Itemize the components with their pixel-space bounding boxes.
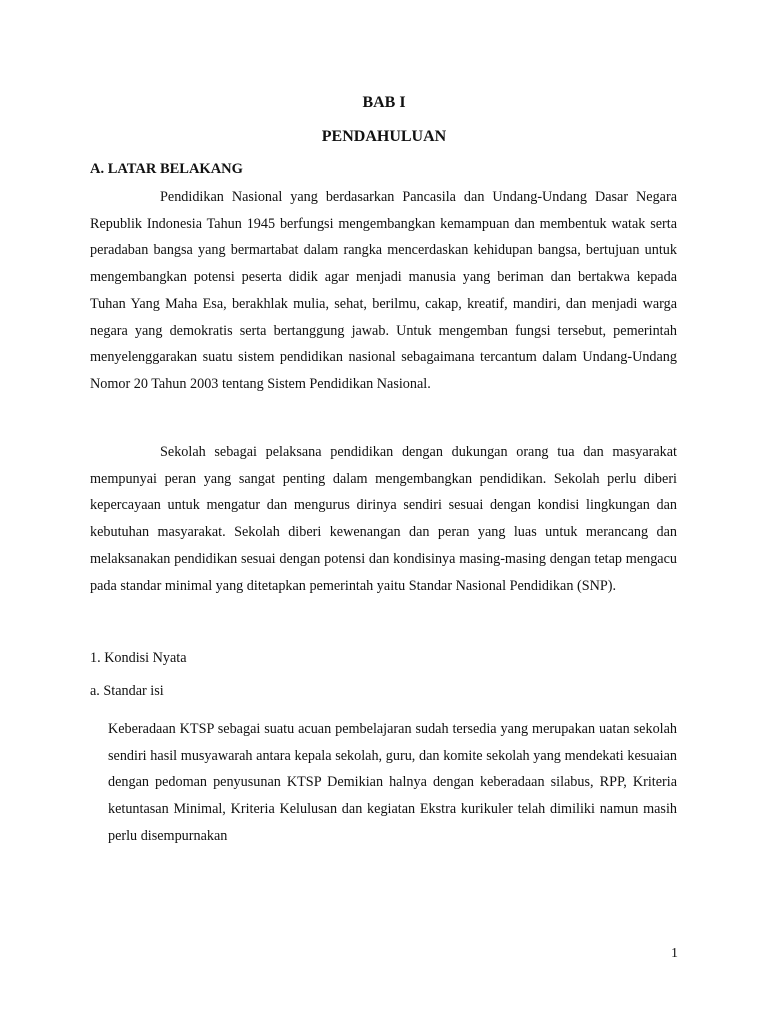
standard-paragraph: Keberadaan KTSP sebagai suatu acuan pembelajaran sudah tersedia yang merupakan uatan sekolah sendiri hasil musyawarah antara kepala sekolah, guru, dan komite sekolah yang mendekati kesuaian dengan pedoman penyusunan KTSP Demikian halnya dengan keberadaan silabus, RPP, Kriteria ketuntasan Minimal, Kriteria Kelulusan dan kegiatan Ekstra kurikuler telah dimiliki namun masih perlu disempurnakan <box>108 721 677 844</box>
background-paragraph-2: Sekolah sebagai pelaksana pendidikan dengan dukungan orang tua dan masyarakat mempunyai peran yang sangat penting dalam mengembangkan pendidikan. Sekolah perlu diberi kepercayaan untuk mengatur dan mengurus dirinya sendiri sesuai dengan kondisi lingkungan dan kebutuhan masyarakat. Sekolah diberi kewenangan dan peran yang luas untuk merancang dan melaksanakan pendidikan sesuai dengan potensi dan kondisinya masing-masing dengan tetap mengacu pada standar minimal yang ditetapkan pemerintah yaitu Standar Nasional Pendidikan (SNP). <box>90 444 677 594</box>
background-paragraph-1: Pendidikan Nasional yang berdasarkan Pancasila dan Undang-Undang Dasar Negara Republik Indonesia Tahun 1945 berfungsi mengembangkan kemampuan dan membentuk watak serta peradaban bangsa yang bermartabat dalam rangka mencerdaskan kehidupan bangsa, bertujuan untuk mengembangkan potensi peserta didik agar menjadi manusia yang beriman dan bertakwa kepada Tuhan Yang Maha Esa, berakhlak mulia, sehat, berilmu, cakap, kreatif, mandiri, dan menjadi warga negara yang demokratis serta bertanggung jawab. Untuk mengemban fungsi tersebut, pemerintah menyelenggarakan suatu sistem pendidikan nasional sebagaimana tercantum dalam Undang-Undang Nomor 20 Tahun 2003 tentang Sistem Pendidikan Nasional. <box>90 189 677 392</box>
section-heading: A. LATAR BELAKANG <box>90 161 243 177</box>
chapter-title: PENDAHULUAN <box>321 128 447 145</box>
chapter-number: BAB I <box>362 94 406 111</box>
page-number: 1 <box>671 946 678 961</box>
conditions-heading: 1. Kondisi Nyata <box>90 650 187 666</box>
standard-heading: a. Standar isi <box>90 683 164 699</box>
